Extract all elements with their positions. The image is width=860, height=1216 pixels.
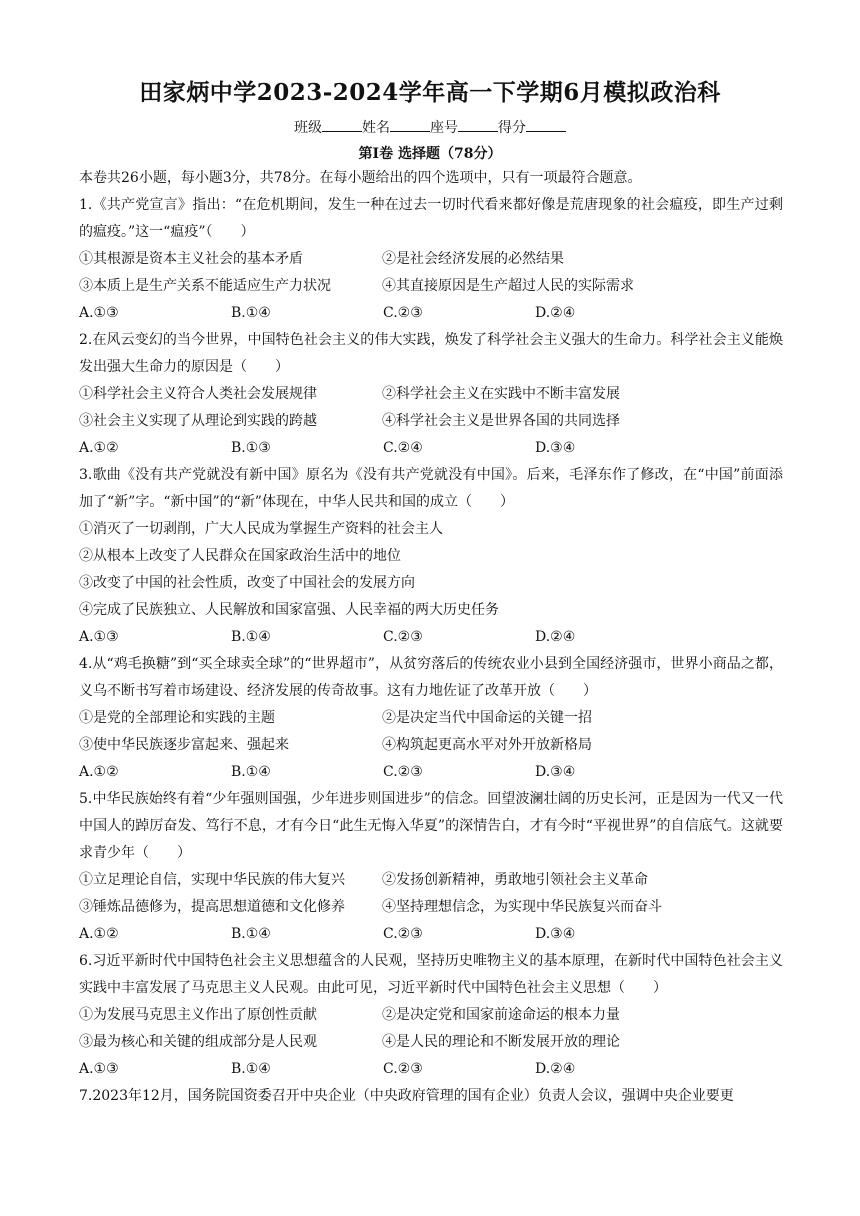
choice-d[interactable]: D.②④ [535,305,576,321]
statement: ②是决定党和国家前途命运的根本力量 [382,1007,620,1023]
question-6-statements-row-1 [79,1002,783,1029]
question-7-stem: 7.2023年12月，国务院国资委召开中央企业（中央政府管理的国有企业）负责人会议，强调中央企业要更 [79,1088,734,1104]
statement: ②是社会经济发展的必然结果 [382,251,564,267]
question-2-statements-row-1 [79,381,783,408]
statement: ①科学社会主义符合人类社会发展规律 [79,386,317,402]
statement: ②科学社会主义在实践中不断丰富发展 [382,386,620,402]
choice-b[interactable]: B.①④ [231,1061,271,1077]
statement: ①消灭了一切剥削，广大人民成为掌握生产资料的社会主人 [79,521,443,537]
statement: ①其根源是资本主义社会的基本矛盾 [79,251,303,267]
question-4-statements-row-2 [79,732,783,759]
choice-a[interactable]: A.①② [79,440,119,456]
question-4-statements-row-1 [79,705,783,732]
statement: ②发扬创新精神，勇敢地引领社会主义革命 [382,872,648,888]
question-1-statements-row-1 [79,246,783,273]
statement: ③锤炼品德修为，提高思想道德和文化修养 [79,899,345,915]
exam-title: 田家炳中学2023-2024学年高一下学期6月模拟政治科 [139,79,721,106]
question-3-choices [79,624,783,651]
choice-c[interactable]: C.②③ [383,305,423,321]
seat-label: 座号 [430,120,458,136]
statement: ④科学社会主义是世界各国的共同选择 [382,413,620,429]
class-label: 班级 [294,120,322,136]
choice-b[interactable]: B.①④ [231,629,271,645]
seat-blank[interactable] [458,119,498,132]
choice-b[interactable]: B.①③ [231,440,271,456]
statement: ①为发展马克思主义作出了原创性贡献 [79,1007,317,1023]
statement: ④完成了民族独立、人民解放和国家富强、人民幸福的两大历史任务 [79,602,499,618]
choice-d[interactable]: D.②④ [535,629,576,645]
choice-c[interactable]: C.②③ [383,629,423,645]
choice-c[interactable]: C.②④ [383,440,423,456]
question-3-stem: 3.歌曲《没有共产党就没有新中国》原名为《没有共产党就没有中国》。后来，毛泽东作了修改，在“中国”前面添加了“新”字。“新中国”的“新”体现在，中华人民共和国的成立（ ） [79,467,783,510]
name-label: 姓名 [362,120,390,136]
statement: ④其直接原因是生产超过人民的实际需求 [382,278,634,294]
question-6-stem: 6.习近平新时代中国特色社会主义思想蕴含的人民观，坚持历史唯物主义的基本原理，在新时代中国特色社会主义实践中丰富发展了马克思主义人民观。由此可见，习近平新时代中国特色社会主义思想（ ） [79,953,783,996]
statement: ①是党的全部理论和实践的主题 [79,710,275,726]
statement: ②从根本上改变了人民群众在国家政治生活中的地位 [79,548,401,564]
question-2-stem: 2.在风云变幻的当今世界，中国特色社会主义的伟大实践，焕发了科学社会主义强大的生命力。科学社会主义能焕发出强大生命力的原因是（ ） [79,332,783,375]
choice-a[interactable]: A.①③ [79,305,119,321]
question-1-stem: 1.《共产党宣言》指出：“在危机期间，发生一种在过去一切时代看来都好像是荒唐现象的社会瘟疫，即生产过剩的瘟疫。”这一“瘟疫”（ ） [79,197,783,240]
choice-d[interactable]: D.③④ [535,764,576,780]
statement: ③本质上是生产关系不能适应生产力状况 [79,278,331,294]
question-4-choices [79,759,783,786]
question-5-statements-row-1 [79,867,783,894]
choice-d[interactable]: D.②④ [535,1061,576,1077]
statement: ④是人民的理论和不断发展开放的理论 [382,1034,620,1050]
question-5-stem: 5.中华民族始终有着“少年强则国强，少年进步则国进步”的信念。回望波澜壮阔的历史长河，正是因为一代又一代中国人的踔厉奋发、笃行不息，才有今日“此生无悔入华夏”的深情告白，才有今时“平视世界”的自信底气。这就要求青少年（ ） [79,791,783,861]
question-4-stem: 4.从“鸡毛换糖”到“买全球卖全球”的“世界超市”，从贫穷落后的传统农业小县到全国经济强市，世界小商品之都，义乌不断书写着市场建设、经济发展的传奇故事。这有力地佐证了改革开放（ ） [79,656,783,699]
choice-d[interactable]: D.③④ [535,926,576,942]
class-blank[interactable] [322,119,362,132]
question-2-statements-row-2 [79,408,783,435]
question-1-statements-row-2 [79,273,783,300]
choice-a[interactable]: A.①③ [79,1061,119,1077]
instruction: 本卷共26小题，每小题3分，共78分。在每小题给出的四个选项中，只有一项最符合题意。 [79,170,642,186]
student-info-line [0,117,860,137]
statement: ②是决定当代中国命运的关键一招 [382,710,592,726]
choice-d[interactable]: D.③④ [535,440,576,456]
questions-area [79,165,783,1110]
section-title: 第Ⅰ卷 选择题（78分） [358,146,502,162]
statement: ④坚持理想信念，为实现中华民族复兴而奋斗 [382,899,662,915]
choice-a[interactable]: A.①② [79,926,119,942]
statement: ③最为核心和关键的组成部分是人民观 [79,1034,317,1050]
choice-c[interactable]: C.②③ [383,1061,423,1077]
choice-b[interactable]: B.①④ [231,305,271,321]
question-2-choices [79,435,783,462]
name-blank[interactable] [390,119,430,132]
choice-a[interactable]: A.①② [79,764,119,780]
statement: ④构筑起更高水平对外开放新格局 [382,737,592,753]
choice-c[interactable]: C.②③ [383,764,423,780]
question-6-statements-row-2 [79,1029,783,1056]
choice-c[interactable]: C.②③ [383,926,423,942]
question-1-choices [79,300,783,327]
question-5-choices [79,921,783,948]
statement: ①立足理论自信，实现中华民族的伟大复兴 [79,872,345,888]
question-5-statements-row-2 [79,894,783,921]
statement: ③改变了中国的社会性质，改变了中国社会的发展方向 [79,575,415,591]
choice-b[interactable]: B.①④ [231,926,271,942]
score-blank[interactable] [526,119,566,132]
question-6-choices [79,1056,783,1083]
choice-a[interactable]: A.①③ [79,629,119,645]
statement: ③使中华民族逐步富起来、强起来 [79,737,289,753]
score-label: 得分 [498,120,526,136]
statement: ③社会主义实现了从理论到实践的跨越 [79,413,317,429]
choice-b[interactable]: B.①④ [231,764,271,780]
